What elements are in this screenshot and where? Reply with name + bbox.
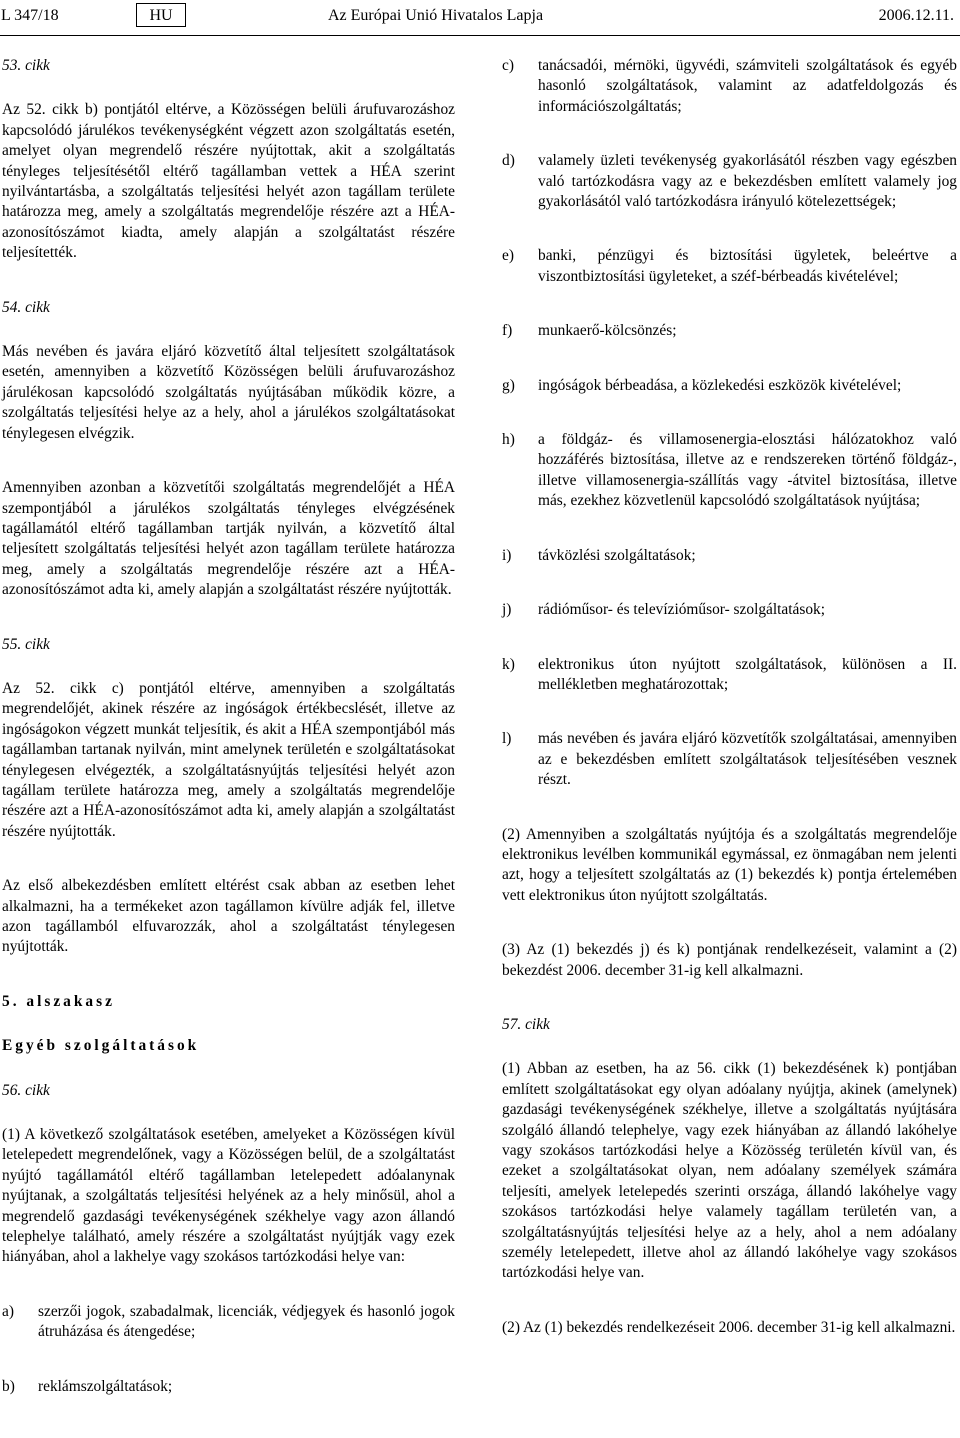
article-55-para-1: Az 52. cikk c) pontjától eltérve, amennyiben a szolgáltatás megrendelőjét, akinek részére az ingóságok értékbecslését, illetve az ingóságokon végzett munkát teljesítik, és akit a HÉA szempontjából más tagállamban tartanak nyilván, mint amelynek területén e szolgáltatásokat ténylegesen elvégezték, a szolgáltatásnyújtás teljesítési helyét azon tagállam területe határozza meg, amely a szolgáltatás megrendelője részére azt a HÉA-azonosítószámot adta ki, amely alapján a szolgáltatást részére nyújtották.: [2, 679, 455, 840]
list-item-label: f): [502, 322, 513, 340]
list-item-a: [2, 1302, 455, 1343]
article-55-para-2: Az első albekezdésben említett eltérést csak abban az esetben lehet alkalmazni, ha a termékeket azon tagállamon kívülre adják fel, illetve azon tagállamból elfuvarozzák, ahol a szolgáltatást ténylegesen nyújtották.: [2, 877, 455, 956]
article-56-para-1: (1) A következő szolgáltatások esetében, amelyeket a Közösségen kívül letelepedett megrendelőnek, vagy a Közösségen belül, de a szolgáltatást nyújtó tagállamától eltérő tagállamban letelepedett adóalanynak nyújtanak, a szolgáltatás teljesítési helyének az a hely minősül, ahol a megrendelő gazdasági tevékenységének székhelye vagy azon állandó telephelye található, amely részére a szolgáltatást nyújtják vagy ezek hiányában, ahol a lakhelye vagy szokásos tartózkodási helye van:: [2, 1126, 455, 1266]
right-column: [502, 56, 957, 1338]
list-item-label: j): [502, 601, 512, 619]
list-item-label: h): [502, 431, 515, 449]
list-item-label: g): [502, 376, 515, 394]
list-item-label: d): [502, 152, 515, 170]
journal-title: Az Európai Unió Hivatalos Lapja: [328, 7, 544, 24]
article-57-para-1: (1) Abban az esetben, ha az 56. cikk (1) bekezdésének k) pontjában említett szolgáltatásokat egy olyan adóalany nyújtja, akinek (amelynek) gazdasági tevékenységének székhelye, illetve a szolgáltatás nyújtására szolgáló állandó telephelye, vagy ezek hiányában az állandó lakóhelye vagy szokásos tartózkodási helye a Közösség területén kívül van, és ezeket a szolgáltatásokat olyan, nem adóalany személyek számára teljesíti, amelyek letelepedés szerinti országa, állandó lakóhelye vagy szokásos tartózkodási helye valamely tagállam területén van, a szolgáltatásnyújtás teljesítési helye az a hely, ahol a nem adóalany személy letelepedett, illetve ahol az állandó lakóhelye vagy szokásos tartózkodási helye van.: [502, 1060, 957, 1282]
header-rule: [0, 35, 960, 36]
list-item-e: [502, 246, 957, 287]
list-item-label: e): [502, 247, 514, 265]
list-item-d: [502, 151, 957, 212]
list-item-c: [502, 56, 957, 117]
list-item-text: más nevében és javára eljáró közvetítők szolgáltatásai, amennyiben az e bekezdésben említett szolgáltatások teljesítésében vesznek részt.: [538, 730, 957, 789]
list-item-h: [502, 430, 957, 512]
list-item-label: c): [502, 57, 514, 74]
list-item-text: ingóságok bérbeadása, a közlekedési eszközök kivételével;: [538, 376, 902, 394]
article-53-heading: 53. cikk: [2, 57, 50, 74]
article-53-text: Az 52. cikk b) pontjától eltérve, a Közösségen belüli árufuvarozáshoz kapcsolódó járulékos tevékenységként végzett azon szolgáltatás esetén, amelyet olyan megrendelő részére nyújtottak, akit a szolgáltatás tényleges teljesítésétől eltérő tagállamban vettek a HÉA szerint nyilvántartásba, a szolgáltatás teljesítési helyét azon tagállam területe határozza meg, amely a szolgáltatás megrendelője részére azt a HÉA-azonosítószámot kiadta, amely alapján a szolgáltatást részére teljesítették.: [2, 101, 455, 262]
list-item-text: tanácsadói, mérnöki, ügyvédi, számviteli szolgáltatások és egyéb hasonló szolgáltatások, valamint az adatfeldolgozás és információszolgáltatás;: [538, 57, 957, 115]
list-item-text: elektronikus úton nyújtott szolgáltatások, különösen a II. mellékletben meghatározottak;: [538, 655, 957, 693]
issue-date: 2006.12.11.: [878, 7, 954, 24]
list-item-label: i): [502, 546, 512, 564]
article-57-para-2: (2) Az (1) bekezdés rendelkezéseit 2006. december 31-ig kell alkalmazni.: [502, 1318, 956, 1336]
article-57-heading: 57. cikk: [502, 1015, 550, 1033]
article-55-heading: 55. cikk: [2, 635, 50, 653]
list-item-label: k): [502, 655, 515, 673]
page-header: [0, 0, 960, 36]
list-item-text: rádióműsor- és televízióműsor- szolgáltatások;: [538, 601, 826, 619]
list-item-b: [2, 1377, 455, 1397]
list-item-i: [502, 546, 957, 566]
list-item-text: reklámszolgáltatások;: [38, 1377, 173, 1395]
article-54-heading: 54. cikk: [2, 298, 50, 316]
left-column: [2, 56, 455, 1397]
list-item-text: távközlési szolgáltatások;: [538, 546, 696, 564]
list-item-g: [502, 376, 957, 396]
article-54-para-1: Más nevében és javára eljáró közvetítő által teljesített szolgáltatások esetén, amennyiben a közvetítő Közösségen belüli árufuvarozáshoz járulékosan kapcsolódó szolgáltatás nyújtásában működik közre, a szolgáltatás teljesítési helye az a hely, ahol a járulékos szolgáltatásokat ténylegesen elvégzik.: [2, 343, 455, 442]
article-54-para-2: Amennyiben azonban a közvetítői szolgáltatás megrendelőjét a HÉA szempontjából a járulékos szolgáltatás tényleges elvégzésének tagállamától eltérő tagállamban tartják nyilván, a közvetítő által teljesített szolgáltatás teljesítési helyét azon tagállam területe határozza meg, amely a szolgáltatás megrendelője részére azt a HÉA-azonosítószámot adta ki, amely alapján a szolgáltatást részére nyújtották.: [2, 479, 455, 599]
list-item-j: [502, 600, 957, 620]
list-item-text: valamely üzleti tevékenység gyakorlásától részben vagy egészben való tartózkodásra vagy az e bekezdésben említett valamely jog gyakorlásától való tartózkodásra irányuló kötelezettségek;: [538, 152, 957, 211]
language-code-box: HU: [136, 3, 186, 27]
article-56-para-3: (3) Az (1) bekezdés j) és k) pontjának rendelkezéseit, valamint a (2) bekezdést 2006. december 31-ig kell alkalmazni.: [502, 941, 957, 979]
article-56-para-2: (2) Amennyiben a szolgáltatás nyújtója és a szolgáltatás megrendelője elektronikus levélben kommunikál egymással, ez önmagában nem jelenti azt, hogy a teljesített szolgáltatás az (1) bekezdés k) pontja értelemében vett elektronikus úton nyújtott szolgáltatás.: [502, 825, 957, 904]
list-item-text: szerzői jogok, szabadalmak, licenciák, védjegyek és hasonló jogok átruházása és átengedése;: [38, 1302, 455, 1341]
list-item-f: [502, 321, 957, 341]
article-56-heading: 56. cikk: [2, 1081, 50, 1099]
list-item-text: munkaerő-kölcsönzés;: [538, 322, 677, 340]
list-item-text: a földgáz- és villamosenergia-elosztási hálózatokhoz való hozzáférés biztosítása, illetve az e rendszereken történő földgáz-, illetve villamosenergia-szállítás vagy -átvitel biztosítása, illetve más, ezekhez közvetlenül kapcsolódó szolgáltatások nyújtása;: [538, 431, 957, 510]
list-item-label: l): [502, 730, 512, 748]
subsection-title: Egyéb szolgáltatások: [2, 1037, 200, 1055]
list-item-label: a): [2, 1302, 14, 1320]
list-item-text: banki, pénzügyi és biztosítási ügyletek, beleértve a viszontbiztosítási ügyleteket, a széf-bérbeadás kivételével;: [538, 247, 957, 285]
list-item-l: [502, 729, 957, 790]
list-item-k: [502, 655, 957, 696]
list-item-label: b): [2, 1377, 15, 1395]
page-number: L 347/18: [1, 7, 59, 24]
subsection-number: 5. alszakasz: [2, 992, 115, 1010]
